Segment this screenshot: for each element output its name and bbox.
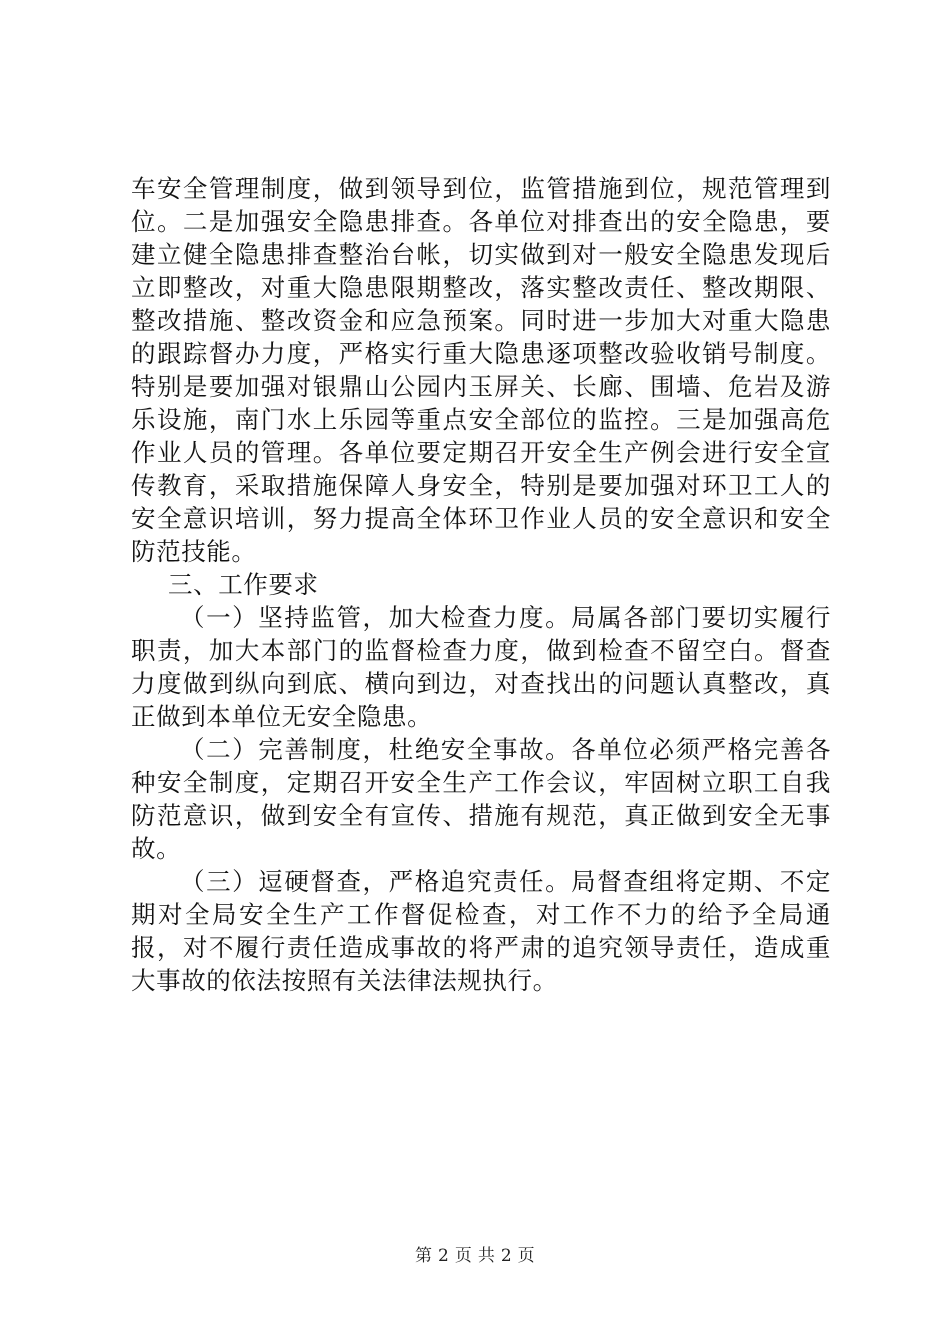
requirement-paragraph-2: （二）完善制度，杜绝安全事故。各单位必须严格完善各种安全制度，定期召开安全生产工作会议，牢固树立职工自我防范意识，做到安全有宣传、措施有规范，真正做到安全无事故。 [131,735,831,863]
document-body [131,172,831,997]
requirement-paragraph-3: （三）逗硬督查，严格追究责任。局督查组将定期、不定期对全局安全生产工作督促检查，对工作不力的给予全局通报，对不履行责任造成事故的将严肃的追究领导责任，造成重大事故的依法按照有关法律法规执行。 [131,867,831,995]
requirement-paragraph-1: （一）坚持监管，加大检查力度。局属各部门要切实履行职责，加大本部门的监督检查力度，做到检查不留空白。督查力度做到纵向到底、横向到边，对查找出的问题认真整改，真正做到本单位无安全隐患。 [131,603,831,731]
section-heading-work-requirements: 三、工作要求 [168,570,319,599]
page-number-footer: 第 2 页 共 2 页 [415,1246,535,1266]
body-paragraph-continued: 车安全管理制度，做到领导到位，监管措施到位，规范管理到位。二是加强安全隐患排查。各单位对排查出的安全隐患，要建立健全隐患排查整治台帐，切实做到对一般安全隐患发现后立即整改，对重大隐患限期整改，落实整改责任、整改期限、整改措施、整改资金和应急预案。同时进一步加大对重大隐患的跟踪督办力度，严格实行重大隐患逐项整改验收销号制度。特别是要加强对银鼎山公园内玉屏关、长廊、围墙、危岩及游乐设施，南门水上乐园等重点安全部位的监控。三是加强高危作业人员的管理。各单位要定期召开安全生产例会进行安全宣传教育，采取措施保障人身安全，特别是要加强对环卫工人的安全意识培训，努力提高全体环卫作业人员的安全意识和安全防范技能。 [131,174,831,566]
